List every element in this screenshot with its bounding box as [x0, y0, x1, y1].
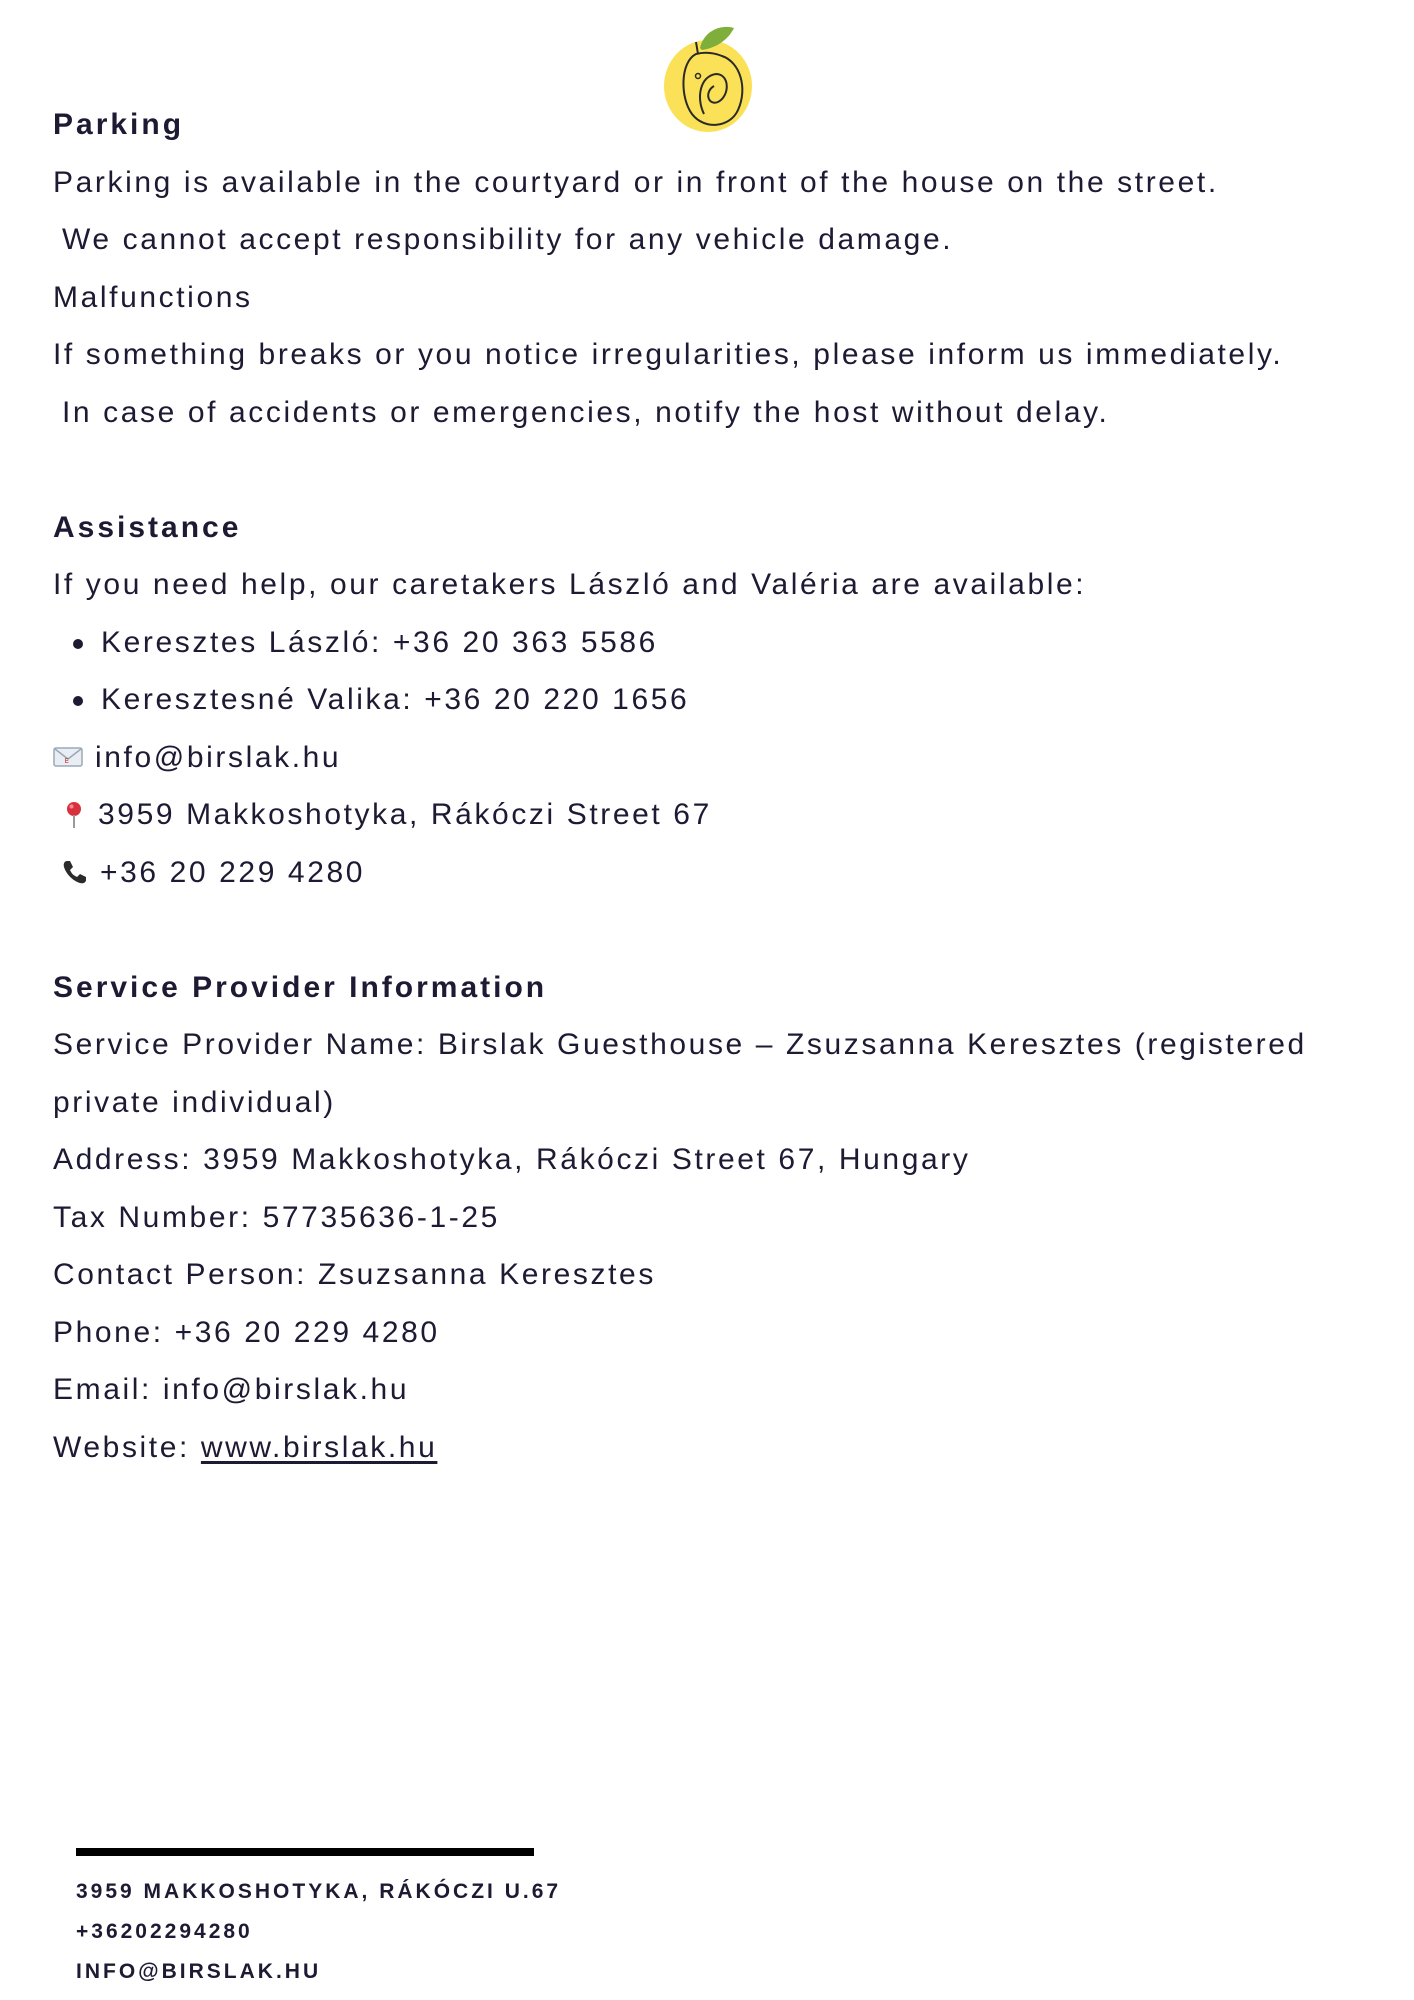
assistance-heading: Assistance — [53, 510, 242, 544]
provider-name-line-1: Service Provider Name: Birslak Guesthouse – Zsuzsanna Keresztes (registered — [53, 1028, 1307, 1061]
document-body — [53, 96, 1383, 1476]
provider-email: Email: info@birslak.hu — [53, 1373, 410, 1406]
bullet-icon — [73, 639, 83, 649]
assistance-phone-text[interactable]: +36 20 229 4280 — [100, 855, 366, 889]
assistance-phone-row — [53, 844, 1383, 902]
phone-icon — [62, 859, 88, 885]
parking-heading: Parking — [53, 108, 185, 141]
envelope-icon — [53, 746, 83, 768]
malfunctions-text-1: If something breaks or you notice irregularities, please inform us immediately. — [53, 338, 1284, 371]
footer-divider — [76, 1848, 534, 1856]
provider-website-label: Website: — [53, 1430, 201, 1464]
provider-heading: Service Provider Information — [53, 970, 548, 1004]
footer — [76, 1848, 561, 1992]
assistance-email-row — [53, 729, 1383, 787]
footer-email: INFO@BIRSLAK.HU — [76, 1960, 322, 1983]
bullet-icon — [73, 696, 83, 706]
svg-text:E: E — [64, 757, 72, 766]
caretaker-contact-text: Keresztesné Valika: +36 20 220 1656 — [101, 683, 690, 716]
caretaker-contact-text: Keresztes László: +36 20 363 5586 — [101, 625, 658, 659]
malfunctions-heading: Malfunctions — [53, 280, 253, 314]
parking-text-2: We cannot accept responsibility for any vehicle damage. — [62, 223, 954, 256]
parking-text-1: Parking is available in the courtyard or in front of the house on the street. — [53, 165, 1219, 199]
malfunctions-text-2: In case of accidents or emergencies, notify the host without delay. — [62, 395, 1110, 429]
caretaker-contact-1 — [53, 614, 1383, 672]
assistance-address-text: 3959 Makkoshotyka, Rákóczi Street 67 — [98, 798, 712, 831]
assistance-email-text[interactable]: info@birslak.hu — [95, 740, 342, 774]
provider-tax-number: Tax Number: 57735636-1-25 — [53, 1200, 500, 1234]
caretaker-contact-2 — [53, 671, 1383, 729]
website-link[interactable]: www.birslak.hu — [200, 1430, 438, 1464]
map-pin-icon — [62, 800, 86, 830]
provider-phone: Phone: +36 20 229 4280 — [53, 1315, 440, 1349]
footer-address: 3959 MAKKOSHOTYKA, RÁKÓCZI U.67 — [76, 1880, 562, 1903]
provider-contact-person: Contact Person: Zsuzsanna Keresztes — [53, 1258, 656, 1291]
provider-address: Address: 3959 Makkoshotyka, Rákóczi Street 67, Hungary — [53, 1143, 971, 1176]
provider-website-row — [53, 1419, 1383, 1477]
footer-phone: +36202294280 — [76, 1920, 253, 1943]
provider-name-line-2: private individual) — [53, 1085, 336, 1119]
assistance-intro: If you need help, our caretakers László and Valéria are available: — [53, 568, 1087, 601]
assistance-address-row — [53, 786, 1383, 844]
